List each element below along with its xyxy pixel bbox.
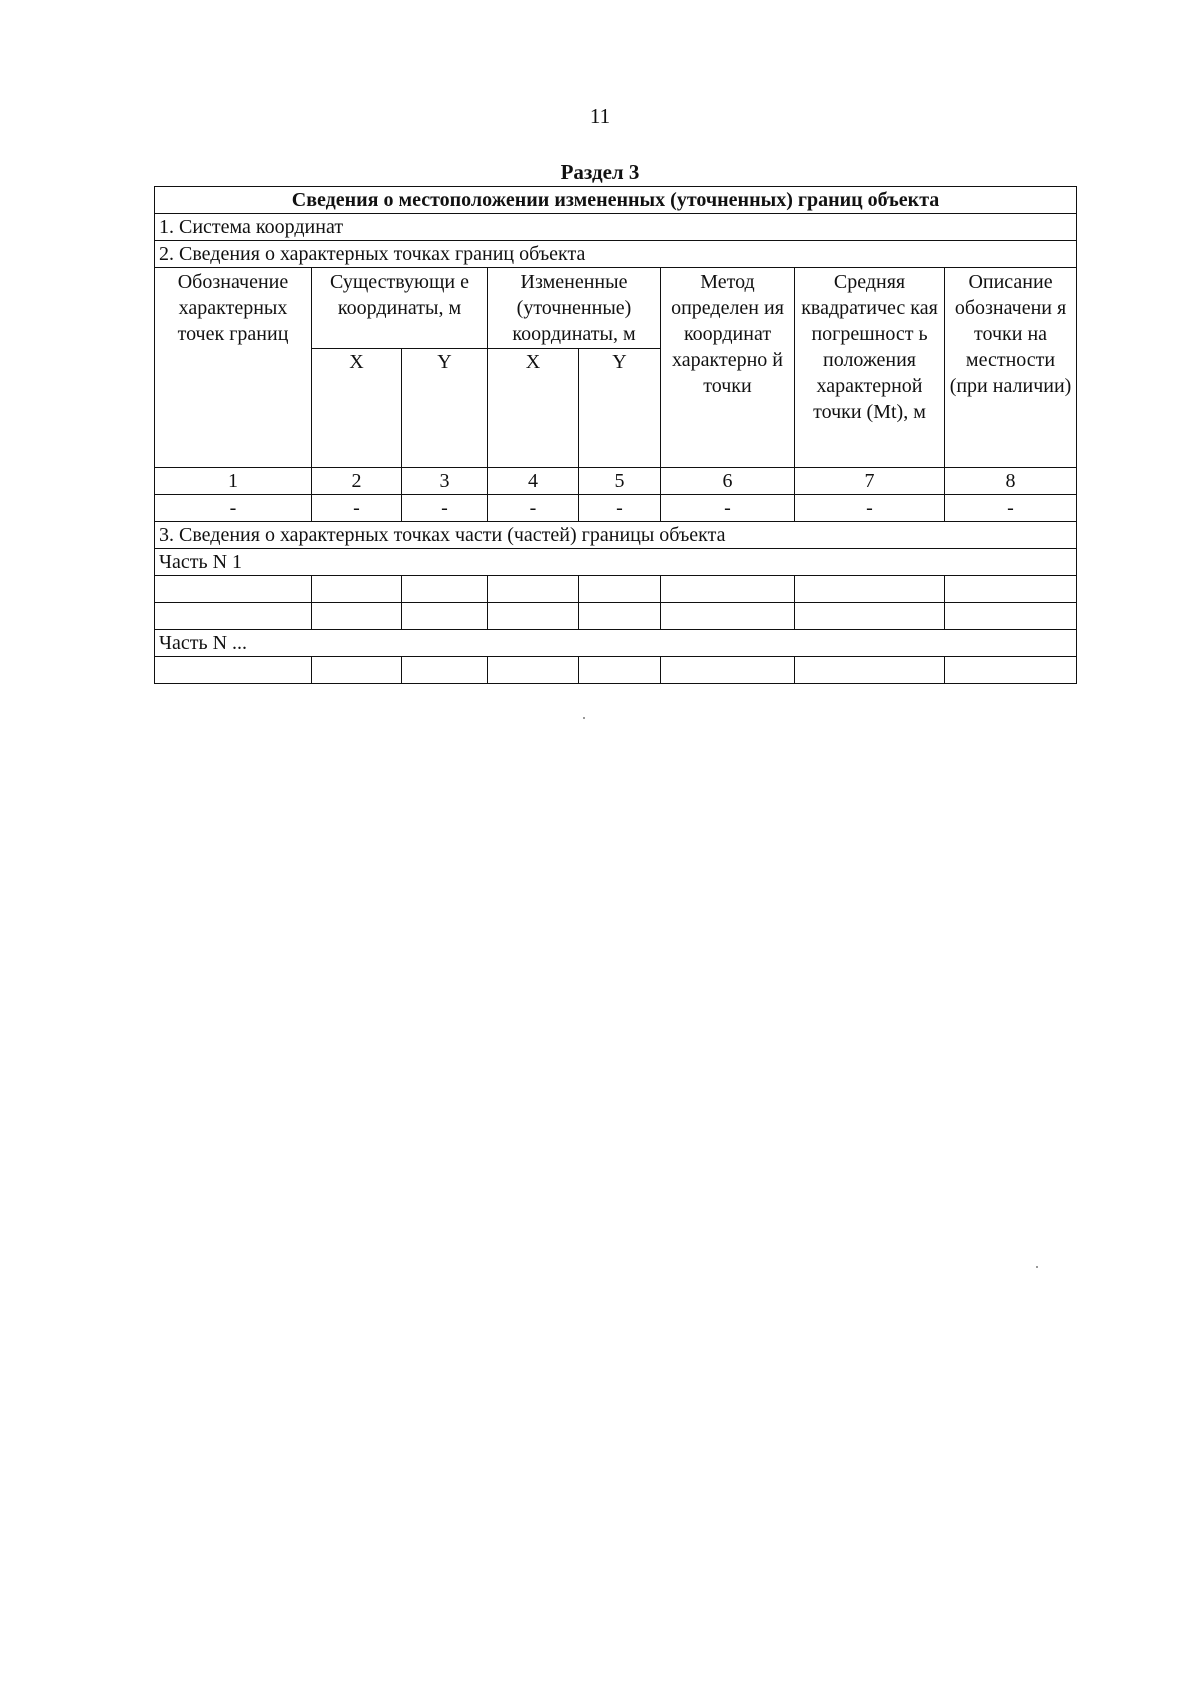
scan-speck — [1036, 1266, 1038, 1268]
empty-cell — [312, 657, 402, 684]
dash-cell: - — [312, 495, 402, 522]
empty-cell — [795, 657, 945, 684]
column-number: 6 — [661, 468, 795, 495]
empty-row — [155, 576, 1077, 603]
part-1-label: Часть N 1 — [155, 549, 1077, 576]
boundary-table — [154, 186, 1077, 684]
header-existing-coords: Существующи е координаты, м — [312, 268, 488, 349]
boundary-points-label: 2. Сведения о характерных точках границ объекта — [155, 241, 1077, 268]
empty-cell — [579, 657, 661, 684]
header-changed-y: Y — [579, 349, 661, 468]
empty-cell — [155, 657, 312, 684]
column-number: 5 — [579, 468, 661, 495]
empty-cell — [402, 603, 488, 630]
dash-cell: - — [661, 495, 795, 522]
coordinate-system-label: 1. Система координат — [155, 214, 1077, 241]
empty-cell — [579, 603, 661, 630]
part-n-row — [155, 630, 1077, 657]
boundary-table-wrapper — [154, 186, 1076, 684]
dash-cell: - — [488, 495, 579, 522]
header-changed-coords: Измененные (уточненные) координаты, м — [488, 268, 661, 349]
empty-cell — [155, 603, 312, 630]
empty-cell — [402, 576, 488, 603]
column-number: 8 — [945, 468, 1077, 495]
table-title-row — [155, 187, 1077, 214]
column-number: 1 — [155, 468, 312, 495]
column-numbers-row — [155, 468, 1077, 495]
empty-cell — [155, 576, 312, 603]
dash-cell: - — [579, 495, 661, 522]
boundary-points-row — [155, 241, 1077, 268]
header-existing-x: X — [312, 349, 402, 468]
coordinate-system-row — [155, 214, 1077, 241]
column-number: 4 — [488, 468, 579, 495]
table-title: Сведения о местоположении измененных (уточненных) границ объекта — [155, 187, 1077, 214]
empty-cell — [945, 603, 1077, 630]
empty-cell — [795, 576, 945, 603]
empty-cell — [795, 603, 945, 630]
part-n-label: Часть N ... — [155, 630, 1077, 657]
header-point-designation: Обозначение характерных точек границ — [155, 268, 312, 468]
part-points-row — [155, 522, 1077, 549]
empty-cell — [488, 603, 579, 630]
empty-cell — [312, 576, 402, 603]
header-row-top — [155, 268, 1077, 349]
section-title: Раздел 3 — [560, 160, 640, 184]
scan-speck — [583, 717, 585, 719]
empty-cell — [402, 657, 488, 684]
empty-cell — [488, 576, 579, 603]
empty-cell — [945, 576, 1077, 603]
empty-cell — [579, 576, 661, 603]
column-number: 3 — [402, 468, 488, 495]
empty-cell — [312, 603, 402, 630]
empty-row — [155, 657, 1077, 684]
dash-cell: - — [402, 495, 488, 522]
header-method: Метод определен ия координат характерно й точки — [661, 268, 795, 468]
header-description: Описание обозначени я точки на местности (при наличии) — [945, 268, 1077, 468]
dash-cell: - — [945, 495, 1077, 522]
empty-cell — [661, 657, 795, 684]
empty-cell — [488, 657, 579, 684]
dash-cell: - — [155, 495, 312, 522]
header-error: Средняя квадратичес кая погрешност ь положения характерной точки (Mt), м — [795, 268, 945, 468]
column-number: 7 — [795, 468, 945, 495]
part-1-row — [155, 549, 1077, 576]
header-existing-y: Y — [402, 349, 488, 468]
empty-cell — [661, 576, 795, 603]
part-points-label: 3. Сведения о характерных точках части (частей) границы объекта — [155, 522, 1077, 549]
page-number: 11 — [589, 104, 611, 128]
header-changed-x: X — [488, 349, 579, 468]
dash-cell: - — [795, 495, 945, 522]
empty-row — [155, 603, 1077, 630]
column-number: 2 — [312, 468, 402, 495]
empty-cell — [661, 603, 795, 630]
dash-row — [155, 495, 1077, 522]
empty-cell — [945, 657, 1077, 684]
